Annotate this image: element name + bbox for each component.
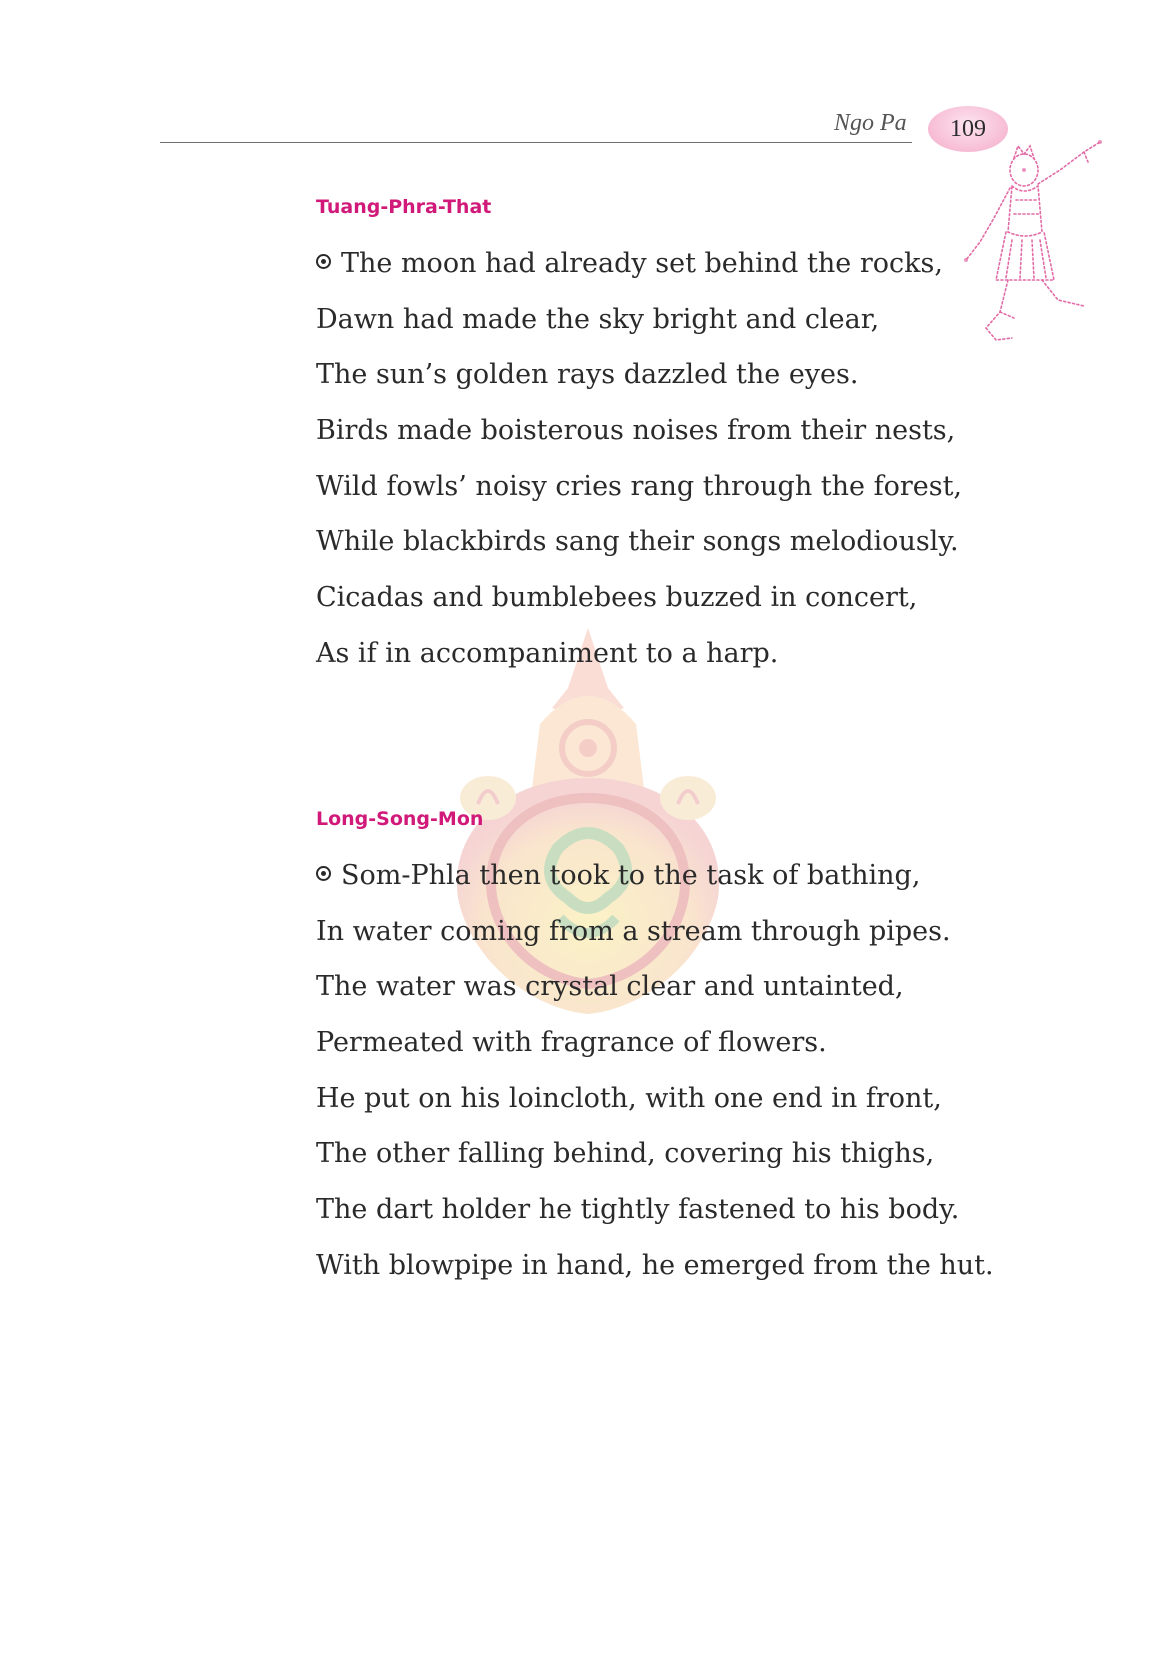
page-number: 109 [950, 115, 986, 142]
verse-line: While blackbirds sang their songs melodiously. [316, 526, 959, 558]
verse-line: Permeated with fragrance of flowers. [316, 1027, 827, 1059]
verse-text: Som-Phla then took to the task of bathing, [341, 860, 921, 891]
section-title: Long-Song-Mon [316, 808, 484, 830]
verse-line: The water was crystal clear and untainted, [316, 971, 904, 1003]
section-long-song-mon [316, 808, 994, 1294]
verse-line: In water coming from a stream through pipes. [316, 915, 951, 947]
verse-line [316, 236, 962, 292]
header-rule [160, 142, 912, 143]
section-tuang-phra-that [316, 196, 962, 682]
dancer-illustration-icon [960, 140, 1120, 350]
verse-line: The dart holder he tightly fastened to his body. [316, 1194, 960, 1226]
verse-line: Wild fowls’ noisy cries rang through the forest, [316, 470, 963, 502]
verse-line: Dawn had made the sky bright and clear, [316, 303, 880, 335]
verse-line: As if in accompaniment to a harp. [316, 637, 779, 669]
running-head: Ngo Pa [834, 110, 907, 136]
section-title: Tuang-Phra-That [316, 196, 492, 218]
verse-line: With blowpipe in hand, he emerged from the hut. [316, 1249, 994, 1281]
circled-dot-bullet-icon [316, 866, 331, 881]
verse-line: He put on his loincloth, with one end in front, [316, 1082, 942, 1114]
verse-line: Cicadas and bumblebees buzzed in concert, [316, 582, 918, 614]
circled-dot-bullet-icon [316, 254, 331, 269]
verse-line [316, 848, 994, 904]
verse-text: The moon had already set behind the rocks, [341, 248, 943, 279]
verse-line: The other falling behind, covering his thighs, [316, 1138, 935, 1170]
verse-line: Birds made boisterous noises from their nests, [316, 415, 956, 447]
verse-line: The sun’s golden rays dazzled the eyes. [316, 359, 859, 391]
